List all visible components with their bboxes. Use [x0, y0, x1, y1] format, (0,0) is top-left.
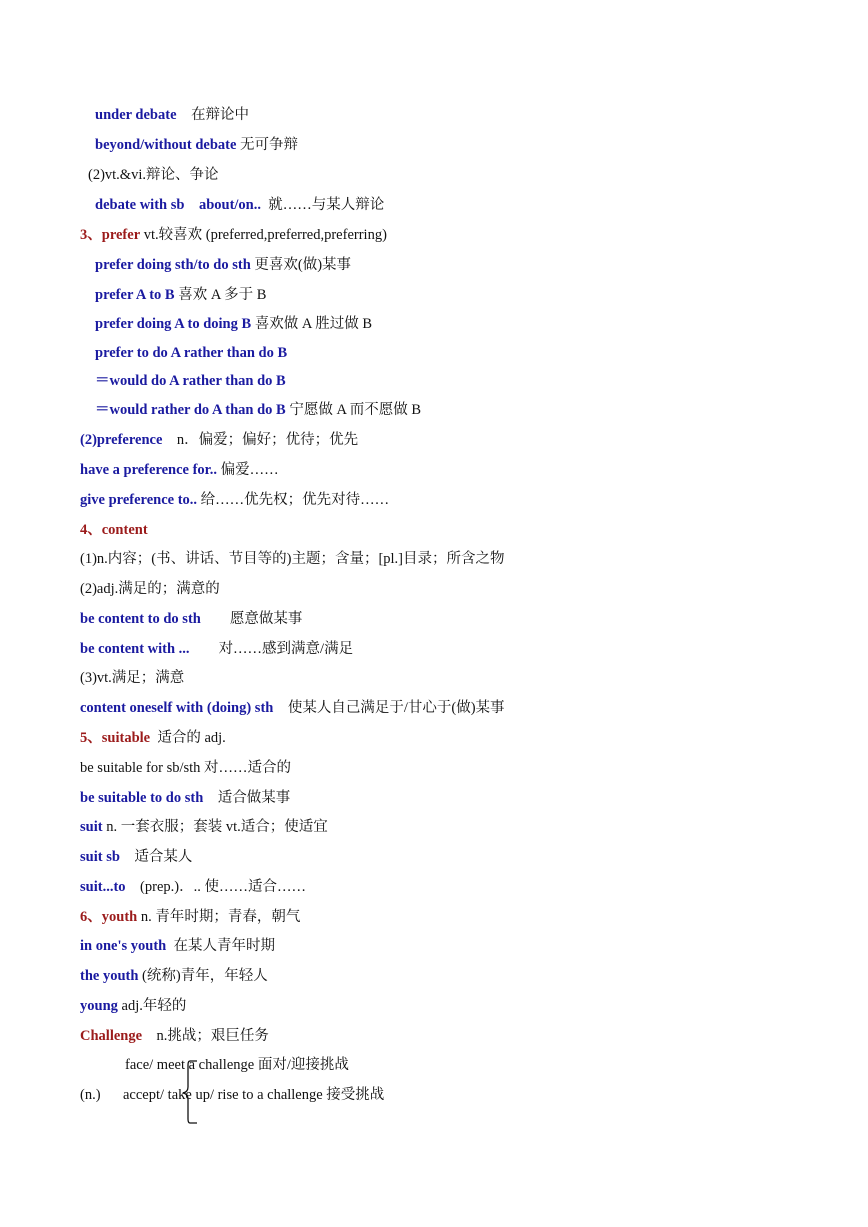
brace-item-accept: accept/ take up/ rise to a challenge 接受挑战 [123, 1087, 385, 1103]
phrase-beyond-debate: beyond/without debate 无可争辩 [95, 137, 299, 153]
phrase-suit-sb: suit sb 适合某人 [80, 849, 193, 865]
phrase-prefer-doing-a: prefer doing A to doing B 喜欢做 A 胜过做 B [95, 316, 373, 332]
brace-item-face: face/ meet a challenge 面对/迎接挑战 [125, 1057, 349, 1073]
phrase-have-preference: have a preference for.. 偏爱…… [80, 462, 279, 478]
phrase-would-do: ＝would do A rather than do B [95, 373, 286, 389]
sense-content-n: (1)n.内容；(书、讲话、节目等的)主题；含量；[pl.]目录；所含之物 [80, 551, 505, 567]
heading-prefer: 3、prefer vt.较喜欢 (preferred,preferred,preferring) [80, 227, 387, 243]
phrase-in-ones-youth: in one's youth 在某人青年时期 [80, 938, 275, 954]
phrase-content-to-do: be content to do sth 愿意做某事 [80, 611, 303, 627]
phrase-give-preference: give preference to.. 给……优先权；优先对待…… [80, 492, 390, 508]
heading-suitable: 5、suitable 适合的 adj. [80, 730, 226, 746]
heading-challenge: Challenge n.挑战；艰巨任务 [80, 1028, 269, 1044]
phrase-young: young adj.年轻的 [80, 998, 187, 1014]
phrase-suitable-to-do: be suitable to do sth 适合做某事 [80, 790, 291, 806]
phrase-under-debate: under debate 在辩论中 [95, 107, 250, 123]
sense-vt-vi: (2)vt.&vi.辩论、争论 [88, 167, 219, 183]
heading-youth: 6、youth n. 青年时期；青春，朝气 [80, 909, 301, 925]
phrase-prefer-a-to-b: prefer A to B 喜欢 A 多于 B [95, 287, 267, 303]
phrase-content-with: be content with ... 对……感到满意/满足 [80, 641, 354, 657]
phrase-prefer-doing: prefer doing sth/to do sth 更喜欢(做)某事 [95, 257, 352, 273]
phrase-content-oneself: content oneself with (doing) sth 使某人自己满足于/甘心于(做)某事 [80, 700, 505, 716]
phrase-prefer-rather: prefer to do A rather than do B [95, 345, 288, 361]
brace-label: (n.) [80, 1087, 101, 1103]
sense-suit: suit n. 一套衣服；套装 vt.适合；使适宜 [80, 819, 328, 835]
sense-content-adj: (2)adj.满足的；满意的 [80, 581, 220, 597]
challenge-brace-group [80, 1055, 500, 1125]
phrase-suit-to: suit...to (prep.)．.. 使……适合…… [80, 879, 306, 895]
phrase-debate-with: debate with sb about/on.. 就……与某人辩论 [95, 197, 385, 213]
phrase-suitable-for: be suitable for sb/sth 对……适合的 [80, 760, 292, 776]
sense-content-vt: (3)vt.满足；满意 [80, 670, 185, 686]
phrase-would-rather: ＝would rather do A than do B 宁愿做 A 而不愿做 B [95, 402, 422, 418]
sense-preference: (2)preference n．偏爱；偏好；优待；优先 [80, 432, 359, 448]
phrase-the-youth: the youth (统称)青年，年轻人 [80, 968, 268, 984]
heading-content: 4、content [80, 522, 148, 538]
